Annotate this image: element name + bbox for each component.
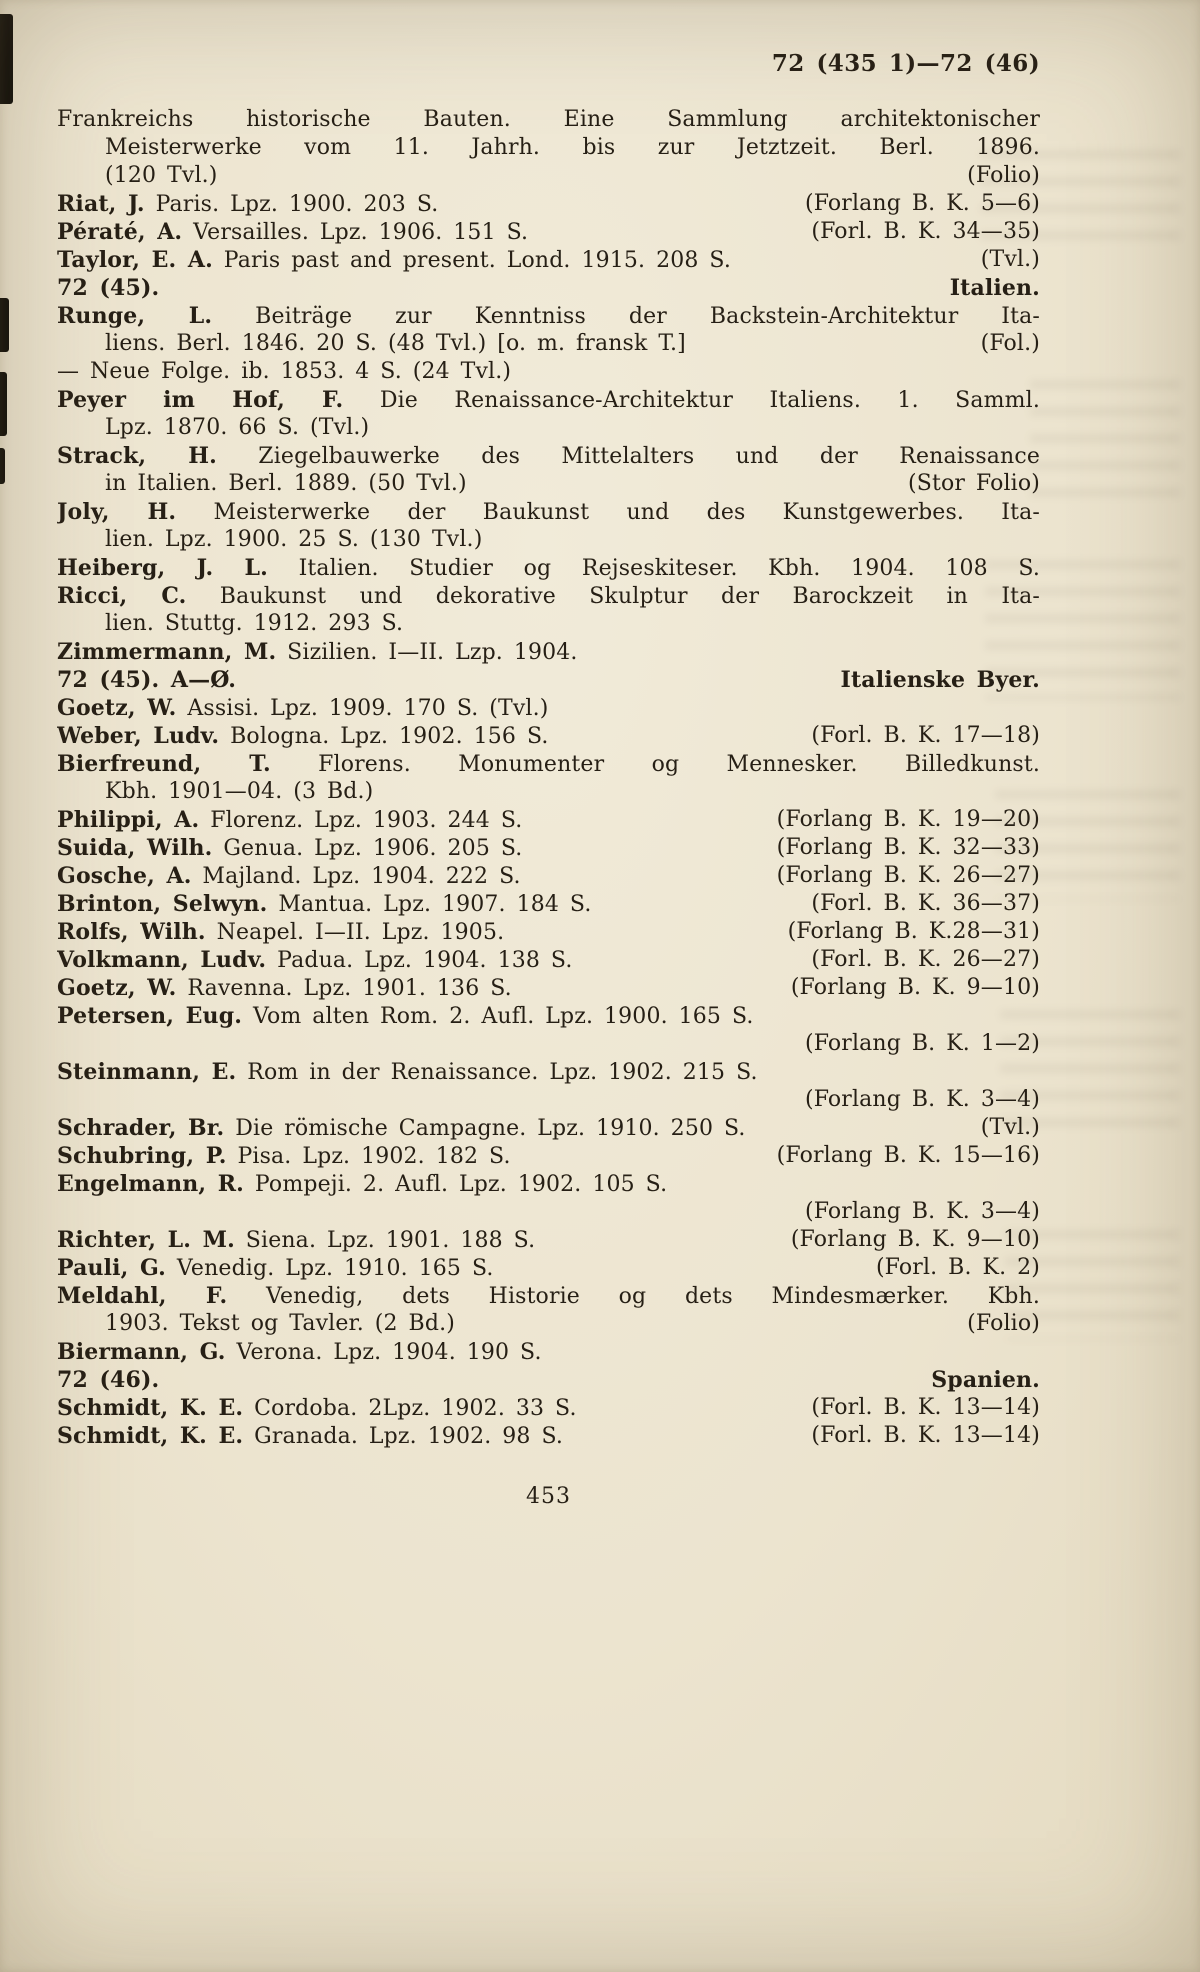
entry-text: Schmidt, K. E. Granada. Lpz. 1902. 98 S. bbox=[57, 1423, 564, 1449]
entry-author: Joly, H. bbox=[57, 499, 177, 525]
entry-ref: (Folio) bbox=[967, 163, 1040, 188]
entry-author: Brinton, Selwyn. bbox=[57, 891, 268, 917]
entry-text: Heiberg, J. L. Italien. Studier og Rejseskiteser. Kbh. 1904. 108 S. bbox=[57, 555, 1040, 581]
entry-ref: (Forlang B. K. 1—2) bbox=[804, 1031, 1040, 1056]
entry-text: Zimmermann, M. Sizilien. I—II. Lzp. 1904. bbox=[57, 639, 578, 665]
entry-line bbox=[57, 722, 1040, 750]
page-edge-mark bbox=[0, 14, 13, 104]
entry-ref: (Folio) bbox=[967, 1311, 1040, 1336]
entry-ref: (Fol.) bbox=[980, 331, 1040, 356]
entry-text: Philippi, A. Florenz. Lpz. 1903. 244 S. bbox=[57, 807, 523, 833]
entry-author: Peyer im Hof, F. bbox=[57, 387, 344, 413]
entry-author: Weber, Ludv. bbox=[57, 723, 220, 749]
entry-line bbox=[57, 806, 1040, 834]
entry-author: Schmidt, K. E. bbox=[57, 1423, 244, 1449]
section-title: Italienske Byer. bbox=[840, 667, 1040, 693]
entry-ref: (Forl. B. K. 13—14) bbox=[811, 1395, 1040, 1420]
entry-text: liens. Berl. 1846. 20 S. (48 Tvl.) [o. m. fransk T.] bbox=[105, 331, 686, 356]
entry-ref: (Forlang B. K. 3—4) bbox=[804, 1087, 1040, 1112]
entry-author: Schrader, Br. bbox=[57, 1115, 225, 1141]
entry-text: Strack, H. Ziegelbauwerke des Mittelalters und der Renaissance bbox=[57, 443, 1040, 469]
entry-text: Schmidt, K. E. Cordoba. 2Lpz. 1902. 33 S. bbox=[57, 1395, 577, 1421]
entry-author: Gosche, A. bbox=[57, 863, 192, 889]
entry-text: Volkmann, Ludv. Padua. Lpz. 1904. 138 S. bbox=[57, 947, 573, 973]
entry-text: Schrader, Br. Die römische Campagne. Lpz. 1910. 250 S. bbox=[57, 1115, 746, 1141]
entry-text: 1903. Tekst og Tavler. (2 Bd.) bbox=[105, 1311, 455, 1336]
entry-text: Gosche, A. Majland. Lpz. 1904. 222 S. bbox=[57, 863, 521, 889]
entry-line bbox=[57, 778, 1040, 806]
entry-line bbox=[57, 862, 1040, 890]
entry-line bbox=[57, 610, 1040, 638]
entry-line bbox=[57, 918, 1040, 946]
entry-line bbox=[57, 694, 1040, 722]
section-header-row bbox=[57, 274, 1040, 302]
entry-line bbox=[57, 1142, 1040, 1170]
section-number: 72 (45). bbox=[57, 275, 160, 301]
entry-line bbox=[57, 946, 1040, 974]
entry-author: Biermann, G. bbox=[57, 1339, 226, 1365]
entry-line bbox=[57, 1226, 1040, 1254]
entry-text: Runge, L. Beiträge zur Kenntniss der Backstein-Architektur Ita- bbox=[57, 303, 1040, 329]
page-edge-mark bbox=[0, 448, 5, 484]
entry-author: Richter, L. M. bbox=[57, 1227, 235, 1253]
entry-line bbox=[57, 582, 1040, 610]
entry-text: in Italien. Berl. 1889. (50 Tvl.) bbox=[105, 471, 467, 496]
entry-line bbox=[57, 1114, 1040, 1142]
entry-ref: (Forl. B. K. 26—27) bbox=[811, 947, 1040, 972]
section-header-row bbox=[57, 666, 1040, 694]
entry-ref: (Tvl.) bbox=[980, 1115, 1040, 1140]
entry-text: Schubring, P. Pisa. Lpz. 1902. 182 S. bbox=[57, 1143, 511, 1169]
entry-text: Meldahl, F. Venedig, dets Historie og dets Mindesmærker. Kbh. bbox=[57, 1283, 1040, 1309]
entry-text: Goetz, W. Ravenna. Lpz. 1901. 136 S. bbox=[57, 975, 512, 1001]
entry-line bbox=[57, 190, 1040, 218]
entry-line bbox=[57, 638, 1040, 666]
entry-author: Bierfreund, T. bbox=[57, 751, 271, 777]
entry-line bbox=[57, 1282, 1040, 1310]
entry-text: Richter, L. M. Siena. Lpz. 1901. 188 S. bbox=[57, 1227, 536, 1253]
entry-author: Goetz, W. bbox=[57, 975, 177, 1001]
entry-line bbox=[57, 358, 1040, 386]
entry-text bbox=[57, 1366, 159, 1394]
entry-author: Zimmermann, M. bbox=[57, 639, 277, 665]
entries bbox=[57, 106, 1040, 1450]
entry-text: Frankreichs historische Bauten. Eine Sammlung architektonischer bbox=[57, 107, 1040, 132]
entry-author: Heiberg, J. L. bbox=[57, 555, 268, 581]
entry-text: Ricci, C. Baukunst und dekorative Skulptur der Barockzeit in Ita- bbox=[57, 583, 1040, 609]
entry-line bbox=[57, 134, 1040, 162]
entry-text: Engelmann, R. Pompeji. 2. Aufl. Lpz. 1902. 105 S. bbox=[57, 1171, 668, 1197]
entry-ref: (Forlang B. K. 19—20) bbox=[776, 807, 1040, 832]
section-number: 72 (45). A—Ø. bbox=[57, 667, 237, 693]
entry-author: Strack, H. bbox=[57, 443, 217, 469]
entry-author: Schubring, P. bbox=[57, 1143, 227, 1169]
entry-line bbox=[57, 834, 1040, 862]
page-edge-mark bbox=[0, 298, 9, 352]
entry-line bbox=[57, 330, 1040, 358]
entry-text: Peyer im Hof, F. Die Renaissance-Architektur Italiens. 1. Samml. bbox=[57, 387, 1040, 413]
entry-text: Kbh. 1901—04. (3 Bd.) bbox=[105, 779, 374, 804]
entry-ref: (Forlang B. K. 3—4) bbox=[804, 1199, 1040, 1224]
entry-line bbox=[57, 750, 1040, 778]
entry-line bbox=[57, 1170, 1040, 1198]
entry-ref: (Forlang B. K. 9—10) bbox=[790, 975, 1040, 1000]
entry-text: Riat, J. Paris. Lpz. 1900. 203 S. bbox=[57, 191, 439, 217]
entry-line bbox=[57, 470, 1040, 498]
entry-line bbox=[57, 890, 1040, 918]
text-block bbox=[57, 50, 1040, 1509]
entry-line bbox=[57, 106, 1040, 134]
entry-line bbox=[57, 1422, 1040, 1450]
entry-ref: (Forlang B. K.28—31) bbox=[787, 919, 1040, 944]
entry-line bbox=[57, 1058, 1040, 1086]
entry-author: Pératé, A. bbox=[57, 219, 183, 245]
entry-text: lien. Lpz. 1900. 25 S. (130 Tvl.) bbox=[105, 527, 483, 552]
entry-text: Suida, Wilh. Genua. Lpz. 1906. 205 S. bbox=[57, 835, 523, 861]
entry-author: Schmidt, K. E. bbox=[57, 1395, 244, 1421]
running-head: 72 (435 1)—72 (46) bbox=[771, 50, 1040, 77]
entry-line bbox=[57, 526, 1040, 554]
entry-text: Taylor, E. A. Paris past and present. Lond. 1915. 208 S. bbox=[57, 247, 731, 273]
entry-text: Biermann, G. Verona. Lpz. 1904. 190 S. bbox=[57, 1339, 542, 1365]
section-title: Italien. bbox=[949, 275, 1040, 301]
entry-author: Suida, Wilh. bbox=[57, 835, 213, 861]
entry-line bbox=[57, 162, 1040, 190]
entry-author: Rolfs, Wilh. bbox=[57, 919, 206, 945]
entry-line bbox=[57, 1394, 1040, 1422]
entry-ref: (Forlang B. K. 9—10) bbox=[790, 1227, 1040, 1252]
entry-author: Volkmann, Ludv. bbox=[57, 947, 267, 973]
section-header-row bbox=[57, 1366, 1040, 1394]
entry-text bbox=[57, 274, 159, 302]
entry-line bbox=[57, 974, 1040, 1002]
entry-ref: (Forl. B. K. 13—14) bbox=[811, 1423, 1040, 1448]
entry-line bbox=[57, 1002, 1040, 1030]
entry-line bbox=[57, 1086, 1040, 1114]
entry-text: Pératé, A. Versailles. Lpz. 1906. 151 S. bbox=[57, 219, 529, 245]
entry-author: Taylor, E. A. bbox=[57, 247, 213, 273]
entry-line bbox=[57, 1254, 1040, 1282]
bleedthrough-smudge bbox=[1030, 380, 1180, 510]
entry-line bbox=[57, 1030, 1040, 1058]
entry-line bbox=[57, 1310, 1040, 1338]
entry-line bbox=[57, 442, 1040, 470]
entry-line bbox=[57, 246, 1040, 274]
entry-author: Steinmann, E. bbox=[57, 1059, 237, 1085]
entry-ref: (Forlang B. K. 32—33) bbox=[776, 835, 1040, 860]
entry-text: Joly, H. Meisterwerke der Baukunst und des Kunstgewerbes. Ita- bbox=[57, 499, 1040, 525]
entry-text: Bierfreund, T. Florens. Monumenter og Mennesker. Billedkunst. bbox=[57, 751, 1040, 777]
entry-text: Pauli, G. Venedig. Lpz. 1910. 165 S. bbox=[57, 1255, 494, 1281]
entry-text: Weber, Ludv. Bologna. Lpz. 1902. 156 S. bbox=[57, 723, 549, 749]
section-title: Spanien. bbox=[931, 1367, 1040, 1393]
page-edge-mark bbox=[0, 372, 7, 436]
entry-line bbox=[57, 554, 1040, 582]
entry-text: Brinton, Selwyn. Mantua. Lpz. 1907. 184 S. bbox=[57, 891, 592, 917]
entry-ref: (Forl. B. K. 36—37) bbox=[811, 891, 1040, 916]
entry-text: lien. Stuttg. 1912. 293 S. bbox=[105, 611, 404, 636]
entry-text: Steinmann, E. Rom in der Renaissance. Lpz. 1902. 215 S. bbox=[57, 1059, 758, 1085]
entry-author: Goetz, W. bbox=[57, 695, 177, 721]
entry-author: Petersen, Eug. bbox=[57, 1003, 243, 1029]
entry-text: Lpz. 1870. 66 S. (Tvl.) bbox=[105, 415, 370, 440]
entry-author: Riat, J. bbox=[57, 191, 145, 217]
entry-ref: (Forl. B. K. 34—35) bbox=[811, 219, 1040, 244]
page-number: 453 bbox=[526, 1484, 571, 1509]
entry-line bbox=[57, 302, 1040, 330]
entry-author: Pauli, G. bbox=[57, 1255, 166, 1281]
entry-line bbox=[57, 1338, 1040, 1366]
entry-text bbox=[57, 666, 236, 694]
entry-author: Philippi, A. bbox=[57, 807, 200, 833]
entry-line bbox=[57, 1198, 1040, 1226]
entry-line bbox=[57, 386, 1040, 414]
entry-author: Ricci, C. bbox=[57, 583, 187, 609]
entry-ref: (Forlang B. K. 15—16) bbox=[776, 1143, 1040, 1168]
entry-line bbox=[57, 414, 1040, 442]
entry-author: Runge, L. bbox=[57, 303, 213, 329]
entry-line bbox=[57, 498, 1040, 526]
entry-text: Goetz, W. Assisi. Lpz. 1909. 170 S. (Tvl.) bbox=[57, 695, 549, 721]
section-number: 72 (46). bbox=[57, 1367, 160, 1393]
entry-text: Petersen, Eug. Vom alten Rom. 2. Aufl. Lpz. 1900. 165 S. bbox=[57, 1003, 754, 1029]
entry-author: Meldahl, F. bbox=[57, 1283, 228, 1309]
entry-text: — Neue Folge. ib. 1853. 4 S. (24 Tvl.) bbox=[57, 359, 512, 384]
entry-ref: (Tvl.) bbox=[980, 247, 1040, 272]
entry-ref: (Forlang B. K. 26—27) bbox=[776, 863, 1040, 888]
entry-text: (120 Tvl.) bbox=[105, 163, 218, 188]
entry-ref: (Forl. B. K. 17—18) bbox=[811, 723, 1040, 748]
entry-author: Engelmann, R. bbox=[57, 1171, 244, 1197]
entry-text: Meisterwerke vom 11. Jahrh. bis zur Jetztzeit. Berl. 1896. bbox=[105, 135, 1040, 160]
entry-text: Rolfs, Wilh. Neapel. I—II. Lpz. 1905. bbox=[57, 919, 505, 945]
entry-ref: (Forlang B. K. 5—6) bbox=[804, 191, 1040, 216]
entry-line bbox=[57, 218, 1040, 246]
entry-ref: (Stor Folio) bbox=[908, 471, 1040, 496]
entry-ref: (Forl. B. K. 2) bbox=[875, 1255, 1040, 1280]
